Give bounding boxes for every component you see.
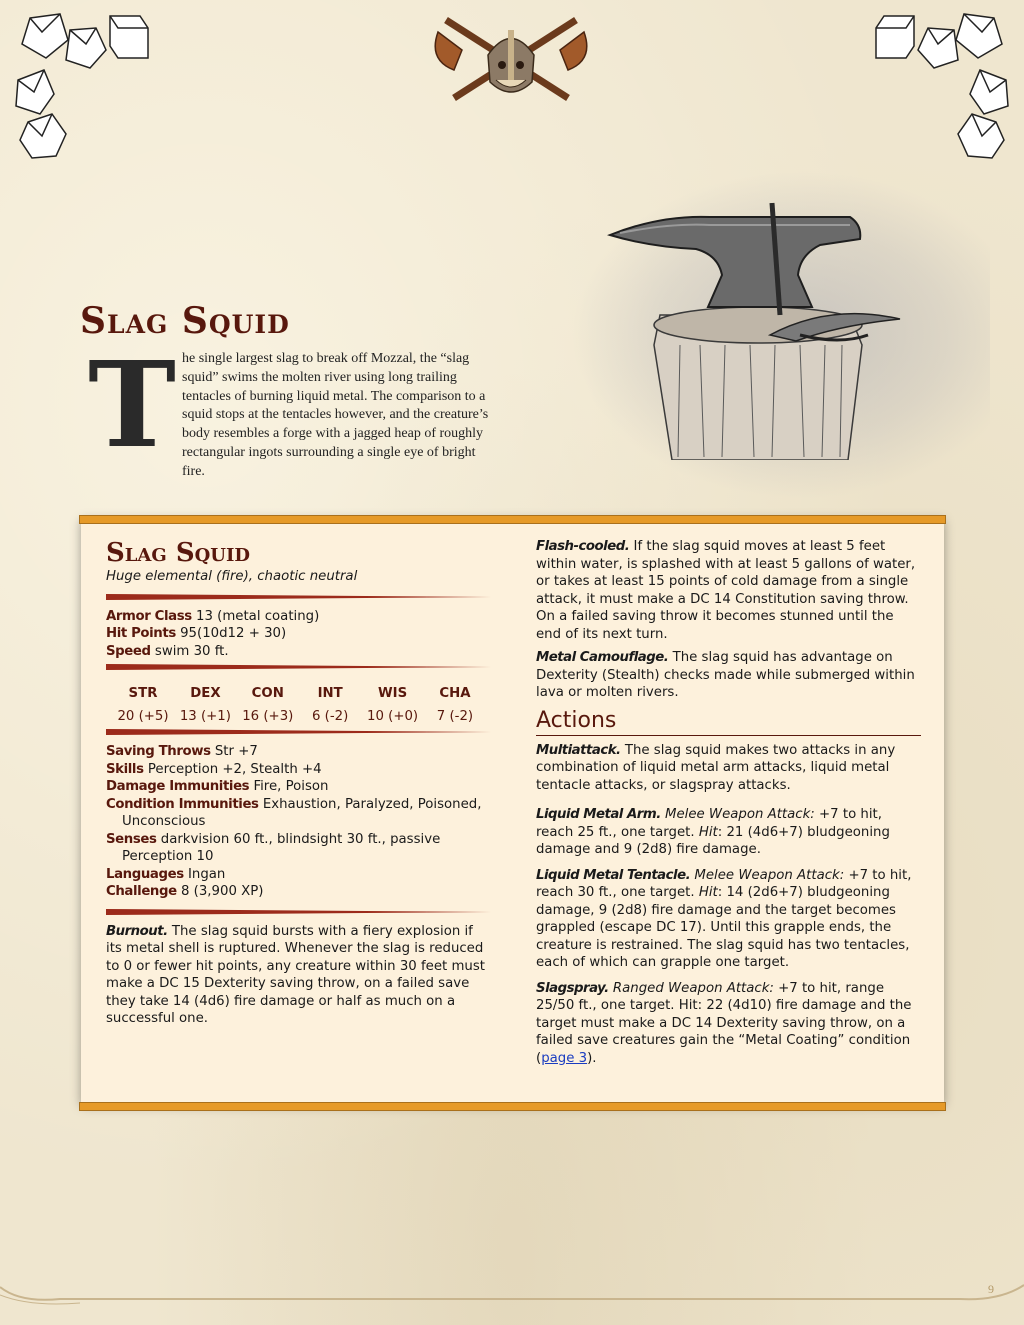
creature-type: Huge elemental (fire), chaotic neutral — [106, 569, 358, 584]
creature-name: Slag Squid — [106, 538, 251, 568]
divider — [106, 594, 491, 600]
page-title: Slag Squid — [80, 300, 290, 342]
senses: Senses darkvision 60 ft., blindsight 30 ft., passive Perception 10 — [106, 831, 441, 864]
languages: Languages Ingan — [106, 866, 226, 882]
action-liquid-metal-tentacle: Liquid Metal Tentacle. Melee Weapon Attack: +7 to hit, reach 30 ft., one target. Hit: 14 (2d6+7) bludgeoning damage, 9 (2d8) fire damage and the target becomes grappled (escape DC 17). Until this grapple ends, the creature is restrained. The slag squid has two tentacles, each of which can grapple one target. — [536, 867, 912, 970]
footer-ornament — [0, 1267, 1024, 1307]
ability-cha: CHA 7 (-2) — [436, 686, 474, 724]
trait-metal-camouflage: Metal Camouflage. The slag squid has advantage on Dexterity (Stealth) checks made while submerged within lava or molten rivers. — [536, 650, 915, 700]
divider — [106, 664, 491, 670]
skills: Skills Perception +2, Stealth +4 — [106, 761, 322, 777]
trait-burnout: Burnout. The slag squid bursts with a fiery explosion if its metal shell is ruptured. Whenever the slag is reduced to 0 or fewer hit points, any creature within 30 feet must make a DC 15 Dexterity saving throw, on a failed save they take 14 (4d6) fire damage or half as much on a successful one. — [106, 923, 485, 1026]
intro-paragraph — [80, 335, 490, 482]
anvil-illustration — [600, 195, 940, 460]
page-3-link[interactable]: page 3 — [541, 1050, 588, 1066]
ability-wis: WIS 10 (+0) — [367, 686, 419, 724]
stat-block-left-column — [106, 538, 491, 1034]
stat-block — [81, 520, 944, 1106]
action-slagspray: Slagspray. Ranged Weapon Attack: +7 to hit, range 25/50 ft., one target. Hit: 22 (4d10) fire damage and the target must make a DC 14 Dexterity saving throw, on a failed save creatures gain the “Metal Coating” condition (page 3). — [536, 980, 912, 1066]
dice-corner-left-icon — [10, 10, 155, 160]
challenge: Challenge 8 (3,900 XP) — [106, 884, 264, 899]
divider — [106, 909, 491, 915]
stat-block-bottom-bar — [79, 1102, 946, 1111]
ability-int: INT 6 (-2) — [312, 686, 349, 724]
drop-cap: T — [88, 335, 176, 474]
ability-scores — [106, 678, 486, 725]
crossed-axes-helm-icon — [428, 10, 594, 105]
ability-dex: DEX 13 (+1) — [179, 686, 231, 724]
damage-immunities: Damage Immunities Fire, Poison — [106, 779, 329, 794]
hit-points: Hit Points 95(10d12 + 30) — [106, 626, 287, 641]
intro-text: he single largest slag to break off Mozzal, the “slag squid” swims the molten river using long trailing tentacles of burning liquid metal. The comparison to a squid stops at the tentacles however, and the creature’s body resembles a forge with a jagged heap of roughly rectangular ingots surrounding a single eye of bright fire. — [182, 351, 489, 479]
page-number: 9 — [988, 1282, 994, 1296]
condition-immunities: Condition Immunities Exhaustion, Paralyzed, Poisoned, Unconscious — [106, 796, 482, 829]
speed: Speed swim 30 ft. — [106, 643, 229, 659]
divider — [106, 729, 491, 735]
trait-flash-cooled: Flash-cooled. If the slag squid moves at least 5 feet within water, is splashed with at least 5 gallons of water, or takes at least 15 points of cold damage from a single attack, it must make a DC 14 Constitution saving throw. On a failed saving throw it becomes stunned until the end of its next turn. — [536, 539, 916, 642]
saving-throws: Saving Throws Str +7 — [106, 744, 258, 759]
armor-class: Armor Class 13 (metal coating) — [106, 608, 320, 624]
ability-con: CON 16 (+3) — [242, 686, 294, 724]
stat-block-right-column — [536, 538, 921, 1073]
stat-block-top-bar — [79, 515, 946, 524]
action-liquid-metal-arm: Liquid Metal Arm. Melee Weapon Attack: +7 to hit, reach 25 ft., one target. Hit: 21 (4d6+7) bludgeoning damage and 9 (2d8) fire damage. — [536, 807, 890, 857]
actions-heading: Actions — [536, 708, 921, 736]
dice-corner-right-icon — [869, 10, 1014, 160]
action-multiattack: Multiattack. The slag squid makes two attacks in any combination of liquid metal arm attacks, liquid metal tentacle attacks, or slagspray attacks. — [536, 742, 896, 793]
ability-str: STR 20 (+5) — [117, 686, 169, 724]
